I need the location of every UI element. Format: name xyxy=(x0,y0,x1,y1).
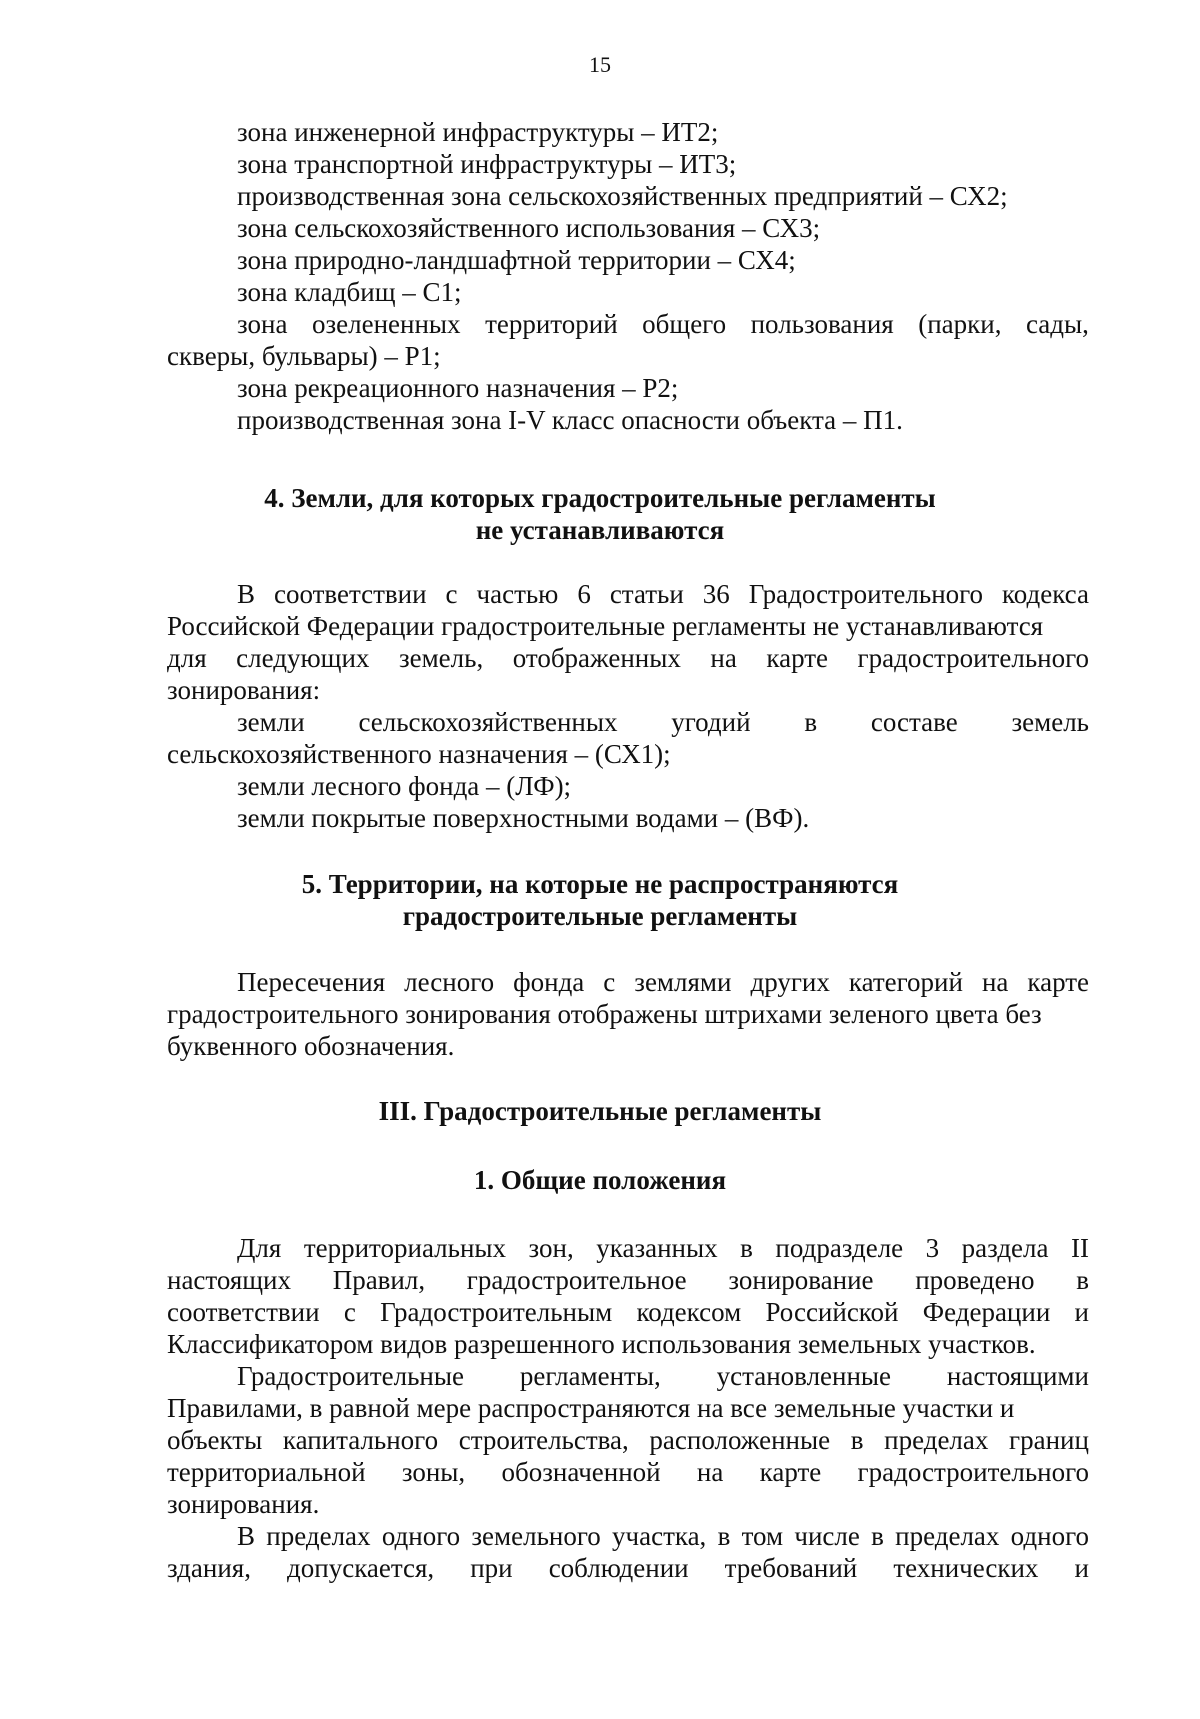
word: сады, xyxy=(1025,309,1089,339)
list-item: зона транспортной инфраструктуры – ИТ3; xyxy=(237,149,737,179)
heading-line: III. Градостроительные регламенты xyxy=(378,1096,822,1126)
paragraph-line xyxy=(167,1360,1089,1392)
word: указанных xyxy=(596,1233,718,1263)
paragraph-line xyxy=(167,966,1089,998)
word: земли xyxy=(237,707,305,737)
paragraph-line xyxy=(167,1232,1089,1264)
word: и xyxy=(1074,1297,1089,1327)
word: том xyxy=(741,1521,784,1551)
word: В xyxy=(237,579,256,609)
word: территорий xyxy=(485,309,618,339)
word: в xyxy=(871,1521,884,1551)
word: Градостроительные xyxy=(237,1361,465,1391)
word: в xyxy=(804,707,818,737)
page-number: 15 xyxy=(589,52,611,77)
paragraph-line xyxy=(167,642,1089,674)
word: и xyxy=(1074,1553,1089,1583)
paragraph-line: зонирования: xyxy=(167,675,321,705)
subsection-1-heading xyxy=(0,1164,1200,1196)
paragraph-line: градостроительного зонирования отображены штрихами зеленого цвета без xyxy=(167,999,1042,1029)
word: при xyxy=(470,1553,513,1583)
word: карте xyxy=(759,1457,822,1487)
word: обозначенной xyxy=(501,1457,661,1487)
word: следующих xyxy=(236,643,370,673)
word: с xyxy=(445,579,458,609)
word: Российской xyxy=(765,1297,899,1327)
word: зон, xyxy=(528,1233,574,1263)
word: сельскохозяйственных xyxy=(358,707,618,737)
word: строительства, xyxy=(458,1425,629,1455)
word: в xyxy=(740,1233,753,1263)
word: в xyxy=(850,1425,864,1455)
word: объекты xyxy=(167,1425,263,1455)
list-item: земли лесного фонда – (ЛФ); xyxy=(237,771,572,801)
word: на xyxy=(981,967,1009,997)
paragraph-line xyxy=(167,1264,1089,1296)
paragraph-line xyxy=(167,1520,1089,1552)
word: общего xyxy=(642,309,727,339)
word: 36 xyxy=(702,579,730,609)
word: зоны, xyxy=(401,1457,466,1487)
word: территориальных xyxy=(303,1233,507,1263)
word: карте xyxy=(766,643,828,673)
word: Правил, xyxy=(332,1265,426,1295)
word: расположенные xyxy=(649,1425,831,1455)
word: пределах xyxy=(884,1425,989,1455)
word: проведено xyxy=(915,1265,1035,1295)
word: 3 xyxy=(925,1233,940,1263)
list-item: производственная зона I-V класс опасности объекта – П1. xyxy=(237,405,903,435)
word: регламенты, xyxy=(519,1361,661,1391)
word: составе xyxy=(870,707,958,737)
word: Для xyxy=(237,1233,282,1263)
word: здания, xyxy=(167,1553,251,1583)
paragraph-line xyxy=(167,578,1089,610)
list-item-continuation: сельскохозяйственного назначения – (СХ1); xyxy=(167,739,671,769)
word: раздела xyxy=(961,1233,1049,1263)
word: градостроительного xyxy=(857,1457,1089,1487)
paragraph-line xyxy=(167,1424,1089,1456)
word: Федерации xyxy=(922,1297,1051,1327)
list-item: производственная зона сельскохозяйственных предприятий – СХ2; xyxy=(237,181,1008,211)
word: в xyxy=(717,1521,731,1551)
word: участка, xyxy=(612,1521,707,1551)
word: отображенных xyxy=(512,643,681,673)
list-item: земли покрытые поверхностными водами – (ВФ). xyxy=(237,803,810,833)
word: установленные xyxy=(716,1361,892,1391)
list-item: зона рекреационного назначения – Р2; xyxy=(237,373,679,403)
section-4-heading xyxy=(0,482,1200,546)
heading-line: 4. Земли, для которых градостроительные регламенты xyxy=(264,483,936,513)
word: соответствии xyxy=(167,1297,320,1327)
list-item-justified xyxy=(167,308,1089,340)
word: кодексом xyxy=(636,1297,742,1327)
list-item: зона природно-ландшафтной территории – СХ4; xyxy=(237,245,796,275)
word: озелененных xyxy=(311,309,461,339)
paragraph-line xyxy=(167,1296,1089,1328)
word: категорий xyxy=(848,967,963,997)
paragraph-line xyxy=(167,1552,1089,1584)
list-item: зона сельскохозяйственного использования – СХ3; xyxy=(237,213,821,243)
word: с xyxy=(603,967,616,997)
word: пределах xyxy=(266,1521,371,1551)
word: землями xyxy=(634,967,732,997)
word: градостроительного xyxy=(857,643,1089,673)
word: Градостроительным xyxy=(380,1297,613,1327)
word: Пересечения xyxy=(237,967,386,997)
word: территориальной xyxy=(167,1457,366,1487)
subsection-1-body xyxy=(167,1232,1089,1584)
word: зона xyxy=(237,309,288,339)
word: Градостроительного xyxy=(748,579,984,609)
paragraph-line: зонирования. xyxy=(167,1489,320,1519)
word: капитального xyxy=(282,1425,439,1455)
word: II xyxy=(1071,1233,1089,1263)
word: подразделе xyxy=(775,1233,904,1263)
word: настоящими xyxy=(946,1361,1089,1391)
word: (парки, xyxy=(918,309,1002,339)
word: зонирование xyxy=(728,1265,874,1295)
word: земель, xyxy=(398,643,484,673)
word: соответствии xyxy=(274,579,427,609)
word: одного xyxy=(381,1521,461,1551)
word: фонда xyxy=(513,967,585,997)
word: угодий xyxy=(671,707,751,737)
word: соблюдении xyxy=(548,1553,689,1583)
paragraph-line: Российской Федерации градостроительные регламенты не устанавливаются xyxy=(167,611,1044,641)
word: числе xyxy=(794,1521,860,1551)
word: технических xyxy=(893,1553,1039,1583)
word: земельного xyxy=(471,1521,601,1551)
word: границ xyxy=(1009,1425,1089,1455)
word: лесного xyxy=(404,967,495,997)
word: с xyxy=(343,1297,356,1327)
word: кодекса xyxy=(1002,579,1089,609)
section-4-body xyxy=(167,578,1089,834)
word: на xyxy=(710,643,737,673)
section-iii-heading xyxy=(0,1095,1200,1127)
word: других xyxy=(750,967,830,997)
section-5-heading xyxy=(0,868,1200,932)
word: градостроительное xyxy=(466,1265,687,1295)
section-5-body xyxy=(167,966,1089,1062)
word: земель xyxy=(1011,707,1089,737)
word: для xyxy=(167,643,207,673)
paragraph-line: буквенного обозначения. xyxy=(167,1031,455,1061)
list-item-justified xyxy=(167,706,1089,738)
word: настоящих xyxy=(167,1265,292,1295)
heading-line: 5. Территории, на которые не распространяются xyxy=(301,869,899,899)
word: на xyxy=(696,1457,724,1487)
paragraph-line: Классификатором видов разрешенного использования земельных участков. xyxy=(167,1329,1036,1359)
word: допускается, xyxy=(287,1553,435,1583)
word: В xyxy=(237,1521,256,1551)
word: статьи xyxy=(609,579,684,609)
paragraph-line xyxy=(167,1456,1089,1488)
heading-line: градостроительные регламенты xyxy=(402,901,798,931)
word: одного xyxy=(1010,1521,1089,1551)
zones-list xyxy=(167,116,1089,436)
word: в xyxy=(1076,1265,1089,1295)
word: частью xyxy=(476,579,559,609)
list-item-continuation: скверы, бульвары) – Р1; xyxy=(167,341,441,371)
list-item: зона инженерной инфраструктуры – ИТ2; xyxy=(237,117,719,147)
word: пределах xyxy=(895,1521,1000,1551)
word: пользования xyxy=(750,309,894,339)
word: 6 xyxy=(577,579,591,609)
paragraph-line: Правилами, в равной мере распространяются на все земельные участки и xyxy=(167,1393,1015,1423)
heading-line: 1. Общие положения xyxy=(473,1165,727,1195)
word: карте xyxy=(1027,967,1089,997)
word: требований xyxy=(724,1553,858,1583)
list-item: зона кладбищ – С1; xyxy=(237,277,462,307)
heading-line: не устанавливаются xyxy=(475,515,725,545)
